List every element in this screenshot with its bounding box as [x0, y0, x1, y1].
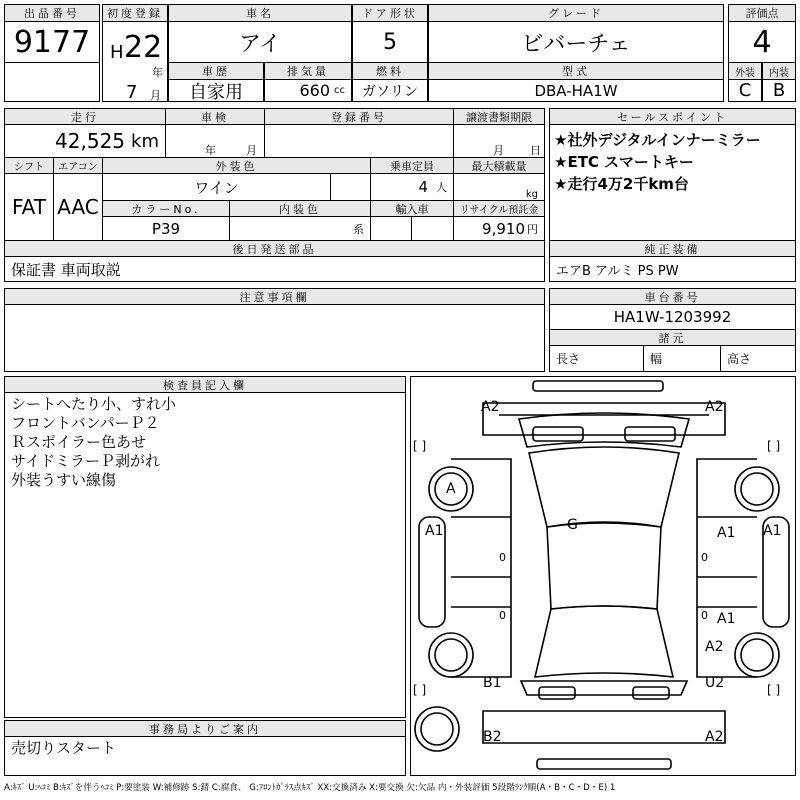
mark-a2-4: A2: [705, 729, 724, 745]
int-color-box: [229, 216, 371, 241]
mark-a: A: [446, 481, 456, 497]
chassis-label: 車台番号: [549, 288, 796, 305]
top-section: [4, 4, 796, 104]
dims-label: 諸元: [549, 329, 796, 346]
transfer-day-unit: 日: [530, 144, 541, 157]
car-name: アイ: [168, 21, 352, 63]
zero-r2: 0: [701, 609, 708, 622]
first-reg-month: 7: [126, 82, 138, 103]
legend-footer: A:ｷｽﾞ U:ﾍｺﾐ B:ｷｽﾞを伴うﾍｺﾐ P:要塗装 W:補修跡 S:錆 C:腐食、 G:ﾌﾛﾝﾄｶﾞﾗｽ点ｷｽﾞ XX:交換済み X:要交換 欠:欠品 内・外装評価 5段階ﾗﾝｸ順(A・B・C・D・E) 1: [4, 783, 616, 793]
inspector-line-3: Ｒスポイラー色あせ: [11, 433, 147, 451]
recycle-box: [453, 216, 545, 241]
shift: FAT: [4, 173, 54, 241]
sales-points-label: セールスポイント: [549, 108, 796, 125]
notes-box: [4, 304, 545, 372]
load-unit: kg: [525, 189, 538, 200]
model: DBA-HA1W: [428, 79, 724, 102]
load-box: [453, 173, 545, 201]
mileage-unit: km: [131, 130, 159, 152]
interior-label: 内装: [762, 62, 796, 80]
dims-height: 高さ: [720, 345, 796, 372]
import-label: 輸入車: [370, 200, 454, 217]
era: H: [110, 42, 124, 63]
int-color-label: 内装色: [229, 200, 371, 217]
rear-glass: [535, 606, 673, 677]
transfer-label: 譲渡書類期限: [453, 108, 545, 125]
fuel-label: 燃料: [352, 62, 428, 80]
zero-l2: 0: [499, 609, 506, 622]
sales-point-1: ★社外デジタルインナーミラー: [554, 131, 761, 149]
mark-g: G: [567, 517, 578, 533]
sales-point-2: ★ETC スマートキー: [554, 153, 694, 171]
displacement-label: 排気量: [264, 62, 352, 80]
inspection-label: 車検: [165, 108, 265, 125]
mark-b1: B1: [483, 675, 502, 691]
color-no-label: カラーNo.: [102, 200, 230, 217]
history-label: 車歴: [168, 62, 264, 80]
windshield: [529, 447, 679, 527]
color-blank: [330, 173, 371, 201]
zero-l1: 0: [499, 551, 506, 564]
chassis: HA1W-1203992: [549, 304, 796, 330]
doors: 5: [352, 21, 428, 63]
inspector-line-1: シートへたり小、すれ小: [11, 395, 177, 413]
score-label: 評価点: [728, 4, 796, 22]
mileage: 42,525: [55, 129, 126, 153]
lot-no: 9177: [4, 21, 100, 63]
history: 自家用: [168, 79, 264, 102]
zero-r1: 0: [701, 551, 708, 564]
exterior-label: 外装: [728, 62, 762, 80]
mark-a1-4: A1: [717, 611, 736, 627]
shift-label: シフト: [4, 157, 54, 174]
top-strip: [533, 381, 663, 391]
load-label: 最大積載量: [453, 157, 545, 174]
recycle-unit: 円: [527, 222, 538, 236]
grade-label: グレード: [428, 4, 724, 22]
year-unit: 年: [152, 66, 163, 79]
lot-no-label: 出品番号: [4, 4, 100, 22]
capacity-unit: 人: [436, 181, 447, 194]
first-reg-year: 22: [124, 30, 163, 65]
mileage-label: 走行: [4, 108, 166, 125]
bottom-strip: [537, 759, 671, 769]
bracket-rr: [ ]: [767, 683, 781, 697]
inspection-month-unit: 月: [246, 144, 257, 157]
dims-width: 幅: [643, 345, 721, 372]
mark-b2: B2: [483, 729, 502, 745]
mark-a2-2: A2: [705, 399, 724, 415]
model-label: 型式: [428, 62, 724, 80]
color: ワイン: [102, 173, 331, 201]
import-box-a: [370, 216, 412, 241]
transfer-month-unit: 月: [493, 144, 504, 157]
rear-panel: [521, 681, 687, 695]
inspector-label: 検査員記入欄: [4, 376, 406, 393]
inspection-year-unit: 年: [205, 144, 216, 157]
side-left: [451, 459, 511, 677]
mark-a1-2: A1: [717, 525, 736, 541]
rear-bumper: [483, 711, 725, 743]
sales-points-box: [549, 124, 796, 241]
bracket-fr: [ ]: [767, 439, 781, 453]
headlight-left: [533, 427, 583, 441]
lot-no-blank: [4, 62, 100, 102]
fuel: ガソリン: [352, 79, 428, 102]
equipment: エアB アルミ PS PW: [549, 256, 796, 282]
equipment-label: 純正装備: [549, 240, 796, 257]
recycle-label: リサイクル預託金: [453, 200, 545, 217]
car-diagram: [410, 376, 796, 776]
inspector-line-2: フロントバンパーＰ２: [11, 414, 160, 432]
mark-a1-3: A1: [763, 523, 782, 539]
roof: [547, 523, 661, 609]
sales-point-3: ★走行4万2千km台: [554, 175, 689, 193]
inspector-line-5: 外装うすい線傷: [11, 471, 117, 489]
color-label: 外装色: [102, 157, 371, 174]
headlight-right: [625, 427, 675, 441]
hood: [519, 413, 689, 447]
taillight-right: [633, 687, 669, 699]
car-name-label: 車名: [168, 4, 352, 22]
int-color-unit: 系: [353, 222, 364, 236]
import-box-b: [411, 216, 454, 241]
mark-a2-1: A2: [481, 399, 500, 415]
mileage-box: [4, 124, 166, 158]
interior: B: [762, 79, 796, 102]
displacement: 660: [299, 81, 330, 100]
reg-no-label: 登録番号: [264, 108, 454, 125]
displacement-box: [264, 79, 352, 102]
bracket-fl: [ ]: [413, 439, 427, 453]
reg-no-box: [264, 124, 454, 158]
grade: ビバーチェ: [428, 21, 724, 63]
displacement-unit: cc: [334, 85, 345, 96]
color-no: P39: [102, 216, 230, 241]
ac-label: エアコン: [53, 157, 103, 174]
inspector-line-4: サイドミラーＰ剥がれ: [11, 452, 160, 470]
month-unit: 月: [150, 89, 161, 102]
first-reg-label: 初度登録: [102, 4, 168, 22]
mark-a2-3: A2: [705, 639, 724, 655]
car-diagram-svg: [411, 377, 797, 777]
dims-length: 長さ: [549, 345, 644, 372]
doors-label: ドア形状: [352, 4, 428, 22]
inspector-box: [4, 392, 406, 718]
mark-a1-1: A1: [425, 523, 444, 539]
score: 4: [728, 21, 796, 63]
capacity-box: [370, 173, 454, 201]
bracket-rl: [ ]: [413, 683, 427, 697]
taillight-left: [539, 687, 575, 699]
office-box: [4, 736, 406, 776]
later: 保証書 車両取説: [4, 256, 545, 282]
capacity: 4: [418, 178, 428, 196]
later-label: 後日発送部品: [4, 240, 545, 257]
office-value: 売切りスタート: [11, 739, 117, 757]
recycle: 9,910: [482, 219, 525, 238]
capacity-label: 乗車定員: [370, 157, 454, 174]
ac: AAC: [53, 173, 103, 241]
mark-u2: U2: [705, 675, 725, 691]
office-label: 事務局よりご案内: [4, 720, 406, 737]
notes-label: 注意事項欄: [4, 288, 545, 305]
exterior: C: [728, 79, 762, 102]
